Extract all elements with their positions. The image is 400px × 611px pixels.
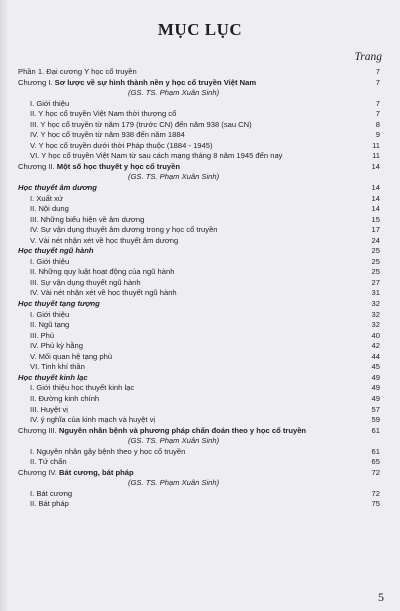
toc-entry-text: I. Giới thiệu (30, 256, 70, 266)
toc-page-number: 49 (371, 372, 380, 382)
toc-entry-text: IV. ý nghĩa của kinh mạch và huyệt vị (30, 415, 156, 425)
toc-page-number: 32 (371, 320, 380, 330)
toc-author-row (18, 436, 380, 447)
toc-page-number: 32 (371, 309, 380, 319)
toc-item-row (18, 194, 380, 205)
toc-item-row (18, 204, 380, 215)
toc-entry-text: I. Giới thiệu học thuyết kinh lạc (30, 383, 135, 393)
toc-entry-text: I. Bát cương (30, 488, 73, 498)
toc-page-number: 65 (371, 457, 380, 467)
toc-entry-text: V. Vài nét nhận xét về học thuyết âm dương (30, 235, 179, 245)
toc-page-number: 14 (371, 204, 380, 214)
toc-page-number: 17 (371, 225, 380, 235)
toc-item-row (18, 130, 380, 141)
toc-entry-text: III. Phủ (30, 330, 55, 340)
toc-page-number: 72 (371, 488, 380, 498)
chapter-title: Sơ lược về sự hình thành nền y học cổ truyền Việt Nam (54, 77, 257, 87)
toc-entry-text: Học thuyết âm dương (18, 183, 97, 193)
toc-item-row (18, 394, 380, 405)
toc-entry-text: II. Ngũ tạng (30, 320, 70, 330)
toc-page-number: 31 (371, 288, 380, 298)
toc-item-row (18, 236, 380, 247)
toc-entry-text: III. Huyệt vị (30, 404, 68, 414)
toc-entry-text: VI. Tinh khí thần (30, 362, 85, 372)
toc-entry-text (18, 426, 306, 437)
toc-item-row (18, 415, 380, 426)
toc-entry-text: Học thuyết kinh lạc (18, 372, 88, 382)
toc-item-row (18, 99, 380, 110)
toc-page-number: 75 (371, 499, 380, 509)
toc-author-row (18, 172, 380, 183)
page-column-label: Trang (354, 51, 382, 63)
toc-item-row (18, 405, 380, 416)
chapter-prefix: Chương I. (18, 77, 55, 87)
chapter-title: Nguyên nhân bệnh và phương pháp chẩn đoán theo y học cổ truyền (58, 425, 307, 435)
toc-entry-text: IV. Phủ kỳ hằng (30, 341, 83, 351)
toc-page-number: 42 (371, 341, 380, 351)
toc-page-number: 14 (371, 183, 380, 193)
toc-item-row (18, 151, 380, 162)
toc-entry-text (18, 162, 180, 173)
toc-entry-text: VI. Y học cổ truyền Việt Nam từ sau cách mạng tháng 8 năm 1945 đến nay (30, 151, 283, 161)
toc-page-number: 57 (371, 404, 380, 414)
toc-section-row (18, 183, 380, 194)
toc-page-number: 72 (371, 467, 380, 477)
chapter-prefix: Chương III. (18, 425, 59, 435)
toc-page-number: 8 (375, 119, 380, 129)
toc-entry-text: IV. Y học cổ truyền từ năm 938 đến năm 1884 (30, 130, 185, 140)
toc-entry-text: II. Bát pháp (30, 499, 69, 509)
toc-item-row (18, 257, 380, 268)
toc-item-row (18, 215, 380, 226)
toc-item-row (18, 267, 380, 278)
chapter-prefix: Chương II. (18, 161, 57, 171)
toc-entry-text: I. Giới thiệu (30, 309, 70, 319)
toc-page-number: 44 (371, 351, 380, 361)
toc-entry-text: (GS. TS. Phạm Xuân Sinh) (128, 436, 220, 446)
toc-part-row (18, 67, 380, 78)
toc-entry-text: Học thuyết tạng tượng (18, 299, 100, 309)
toc-page-number: 7 (375, 77, 380, 87)
toc-item-row (18, 331, 380, 342)
toc-page-number: 7 (375, 67, 380, 76)
toc-author-row (18, 88, 380, 99)
toc-entry-text (18, 78, 256, 89)
page-fold-shadow (0, 0, 8, 611)
toc-entry-text: IV. Vài nét nhận xét về học thuyết ngũ hành (30, 288, 177, 298)
toc-entry-text: V. Mối quan hệ tạng phủ (30, 351, 113, 361)
toc-entry-text (18, 468, 134, 479)
toc-page-number: 61 (371, 446, 380, 456)
toc-page-number: 25 (371, 256, 380, 266)
toc-item-row (18, 141, 380, 152)
toc-entry-text: (GS. TS. Phạm Xuân Sinh) (128, 88, 220, 98)
toc-entry-text: III. Những biểu hiện về âm dương (30, 214, 145, 224)
toc-entry-text: I. Xuất xứ (30, 193, 63, 203)
toc-page-number: 61 (371, 425, 380, 435)
toc-chapter-row (18, 78, 380, 89)
toc-entry-text: II. Nội dung (30, 204, 69, 214)
toc-page-number: 25 (371, 246, 380, 256)
toc-section-row (18, 246, 380, 257)
toc-section-row (18, 299, 380, 310)
toc-item-row (18, 341, 380, 352)
toc-entry-text: III. Y học cổ truyền từ năm 179 (trước CN) đến năm 938 (sau CN) (30, 119, 252, 129)
toc-entry-text: I. Nguyên nhân gây bệnh theo y học cổ truyền (30, 446, 186, 456)
page-number: 5 (378, 590, 384, 604)
toc-item-row (18, 457, 380, 468)
toc-chapter-row (18, 426, 380, 437)
toc-entry-text: IV. Sự vận dụng thuyết âm dương trong y học cổ truyền (30, 225, 218, 235)
toc-entry-text: III. Sự vận dụng thuyết ngũ hành (30, 277, 141, 287)
toc-page-number: 49 (371, 383, 380, 393)
toc-item-row (18, 225, 380, 236)
toc-page-number: 7 (375, 98, 380, 108)
toc-entry-text: II. Đường kinh chính (30, 393, 100, 403)
toc-item-row (18, 489, 380, 500)
toc-chapter-row (18, 162, 380, 173)
toc-page-number: 15 (371, 214, 380, 224)
table-of-contents (18, 67, 380, 510)
toc-page-number: 25 (371, 267, 380, 277)
toc-page-number: 7 (375, 109, 380, 119)
toc-item-row (18, 320, 380, 331)
toc-chapter-row (18, 468, 380, 479)
toc-page-number: 40 (371, 330, 380, 340)
toc-author-row (18, 478, 380, 489)
toc-entry-text: II. Y học cổ truyền Việt Nam thời thượng cổ (30, 109, 177, 119)
toc-page-number: 11 (372, 151, 380, 161)
toc-entry-text: I. Giới thiệu (30, 98, 70, 108)
toc-section-row (18, 373, 380, 384)
toc-page-number: 24 (371, 235, 380, 245)
toc-page-number: 11 (372, 140, 380, 150)
toc-item-row (18, 109, 380, 120)
toc-page-number: 59 (371, 415, 380, 425)
chapter-title: Một số học thuyết y học cổ truyền (56, 161, 180, 171)
page-title: MỤC LỤC (157, 20, 243, 39)
toc-page-number: 9 (375, 130, 380, 140)
toc-item-row (18, 120, 380, 131)
toc-item-row (18, 310, 380, 321)
toc-entry-text: II. Tứ chẩn (30, 457, 67, 467)
toc-entry-text: Phần 1. Đại cương Y học cổ truyền (18, 67, 137, 76)
toc-item-row (18, 288, 380, 299)
chapter-prefix: Chương IV. (18, 467, 60, 477)
chapter-title: Bát cương, bát pháp (59, 467, 134, 477)
toc-item-row (18, 278, 380, 289)
toc-item-row (18, 499, 380, 510)
toc-page-number: 32 (371, 299, 380, 309)
toc-entry-text: V. Y học cổ truyền dưới thời Pháp thuộc (1884 - 1945) (30, 140, 213, 150)
toc-entry-text: (GS. TS. Phạm Xuân Sinh) (128, 172, 220, 182)
toc-page-number: 45 (371, 362, 380, 372)
toc-entry-text: II. Những quy luật hoạt động của ngũ hành (30, 267, 175, 277)
toc-item-row (18, 447, 380, 458)
toc-page-number: 49 (371, 393, 380, 403)
toc-item-row (18, 362, 380, 373)
toc-item-row (18, 352, 380, 363)
toc-entry-text: Học thuyết ngũ hành (18, 246, 94, 256)
toc-item-row (18, 383, 380, 394)
toc-page-number: 27 (371, 277, 380, 287)
toc-page-number: 14 (371, 193, 380, 203)
toc-entry-text: (GS. TS. Phạm Xuân Sinh) (128, 478, 220, 488)
toc-page-number: 14 (371, 161, 380, 171)
